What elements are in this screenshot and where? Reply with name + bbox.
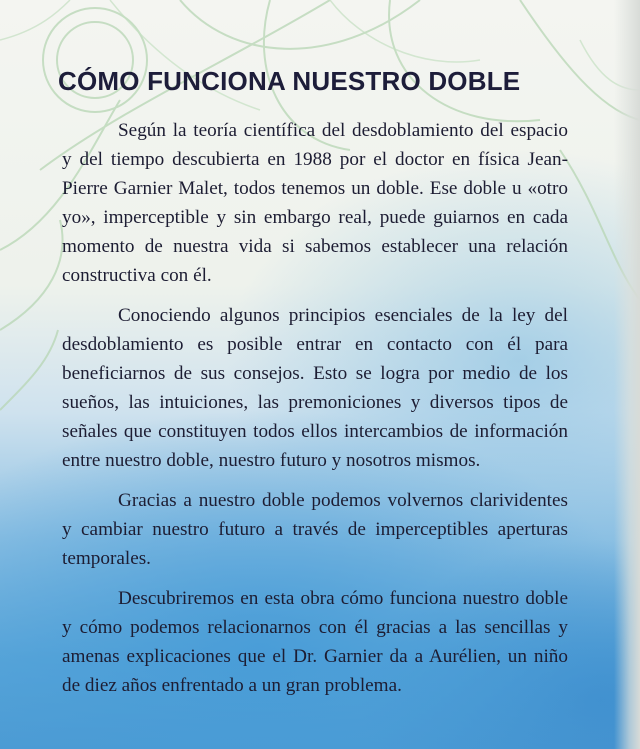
page-title: CÓMO FUNCIONA NUESTRO DOBLE <box>58 66 521 96</box>
paragraph-1: Según la teoría científica del desdoblamiento del espacio y del tiempo descubierta en 1988 por el doctor en física Jean-Pierre Garnier Malet, todos tenemos un doble. Ese doble u «otro yo», imperceptible y sin embargo real, puede guiarnos en cada momento de nuestra vida si sabemos establecer una relación constructiva con él. <box>62 120 568 286</box>
paragraph-2: Conociendo algunos principios esenciales de la ley del desdoblamiento es posible entrar en contacto con él para beneficiarnos de sus consejos. Esto se logra por medio de los sueños, las intuiciones, las premoniciones y diversos tipos de señales que constituyen todos ellos intercambios de información entre nuestro doble, nuestro futuro y nosotros mismos. <box>62 305 568 471</box>
body-text <box>62 116 568 700</box>
paragraph-4: Descubriremos en esta obra cómo funciona nuestro doble y cómo podemos relacionarnos con él gracias a las sencillas y amenas explicaciones que el Dr. Garnier da a Aurélien, un niño de diez años enfrentado a un gran problema. <box>62 588 568 696</box>
paragraph-3: Gracias a nuestro doble podemos volvernos clarividentes y cambiar nuestro futuro a través de imperceptibles aperturas temporales. <box>62 490 568 569</box>
cover-right-edge <box>614 0 640 749</box>
